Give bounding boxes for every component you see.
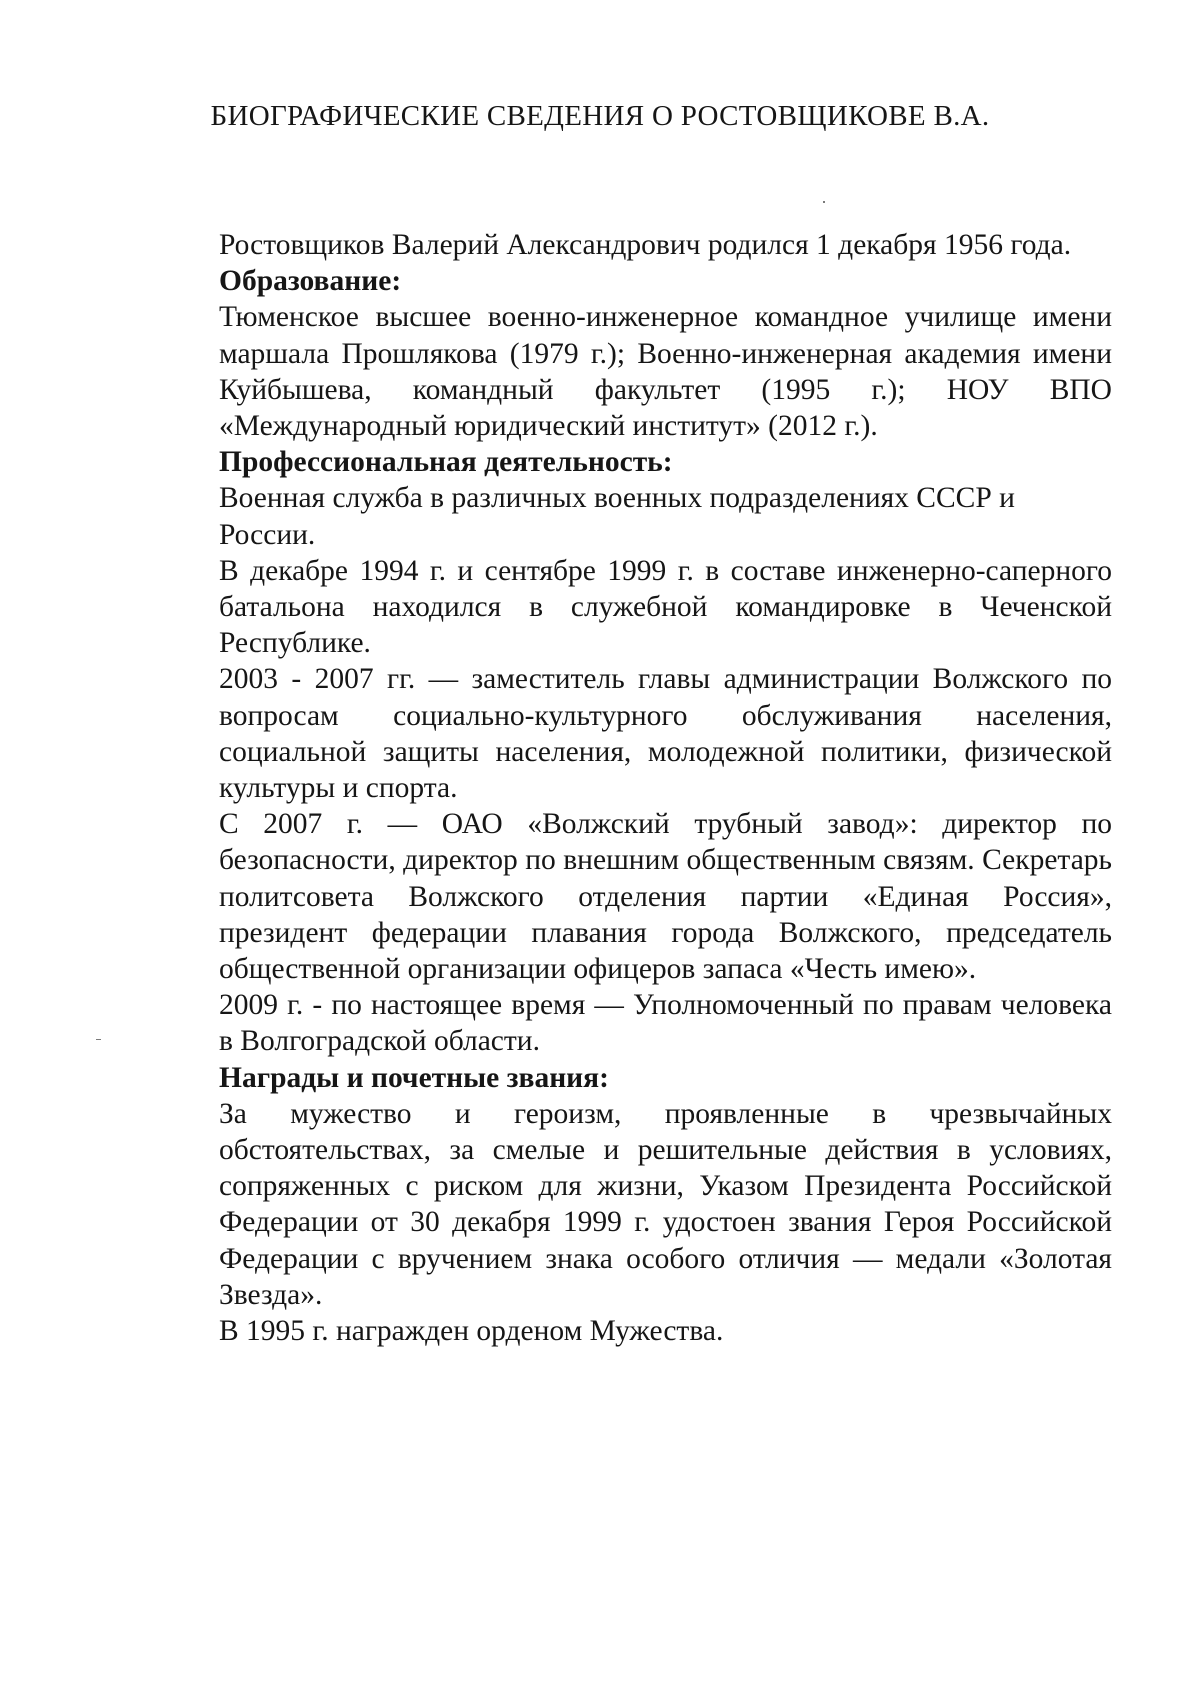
awards-heading: Награды и почетные звания: [219,1061,609,1094]
intro-line: Ростовщиков Валерий Александрович родился 1 декабря 1956 года. [219,229,1072,261]
education-paragraph: Тюменское высшее военно-инженерное командное училище имени маршала Прошлякова (1979 г.); Военно-инженерная академия имени Куйбышева, командный факультет (1995 г.); НОУ ВПО «Международный юридический институт» (2012 г.). [219,301,1112,443]
education-heading: Образование: [219,265,402,298]
awards-paragraph: За мужество и героизм, проявленные в чрезвычайных обстоятельствах, за смелые и решительные действия в условиях, сопряженных с риском для жизни, Указом Президента Российской Федерации от 30 декабря 1999 г. удостоен звания Героя Российской Федерации с вручением знака особого отличия — медали «Золотая Звезда». [219,1097,1112,1311]
scan-speck [823,201,825,203]
career-paragraph: С 2007 г. — ОАО «Волжский трубный завод»: директор по безопасности, директор по внешним общественным связям. Секретарь политсовета Волжского отделения партии «Единая Россия», президент федерации плавания города Волжского, председатель общественной организации офицеров запаса «Честь имею». [219,808,1112,986]
document-body [219,227,1112,1349]
document-title: БИОГРАФИЧЕСКИЕ СВЕДЕНИЯ О РОСТОВЩИКОВЕ В.А. [210,100,990,132]
career-paragraph: В декабре 1994 г. и сентябре 1999 г. в составе инженерно-саперного батальона находился в служебной командировке в Чеченской Республике. [219,554,1112,660]
career-heading: Профессиональная деятельность: [219,446,673,479]
career-paragraph: 2003 - 2007 гг. — заместитель главы администрации Волжского по вопросам социально-культурного обслуживания населения, социальной защиты населения, молодежной политики, физической культуры и спорта. [219,663,1112,805]
awards-paragraph: В 1995 г. награжден орденом Мужества. [219,1315,724,1348]
scan-speck [96,1039,101,1040]
career-paragraph: 2009 г. - по настоящее время — Уполномоченный по правам человека в Волгоградской области. [219,989,1112,1058]
career-paragraph: Военная служба в различных военных подразделениях СССР и России. [219,482,1015,551]
